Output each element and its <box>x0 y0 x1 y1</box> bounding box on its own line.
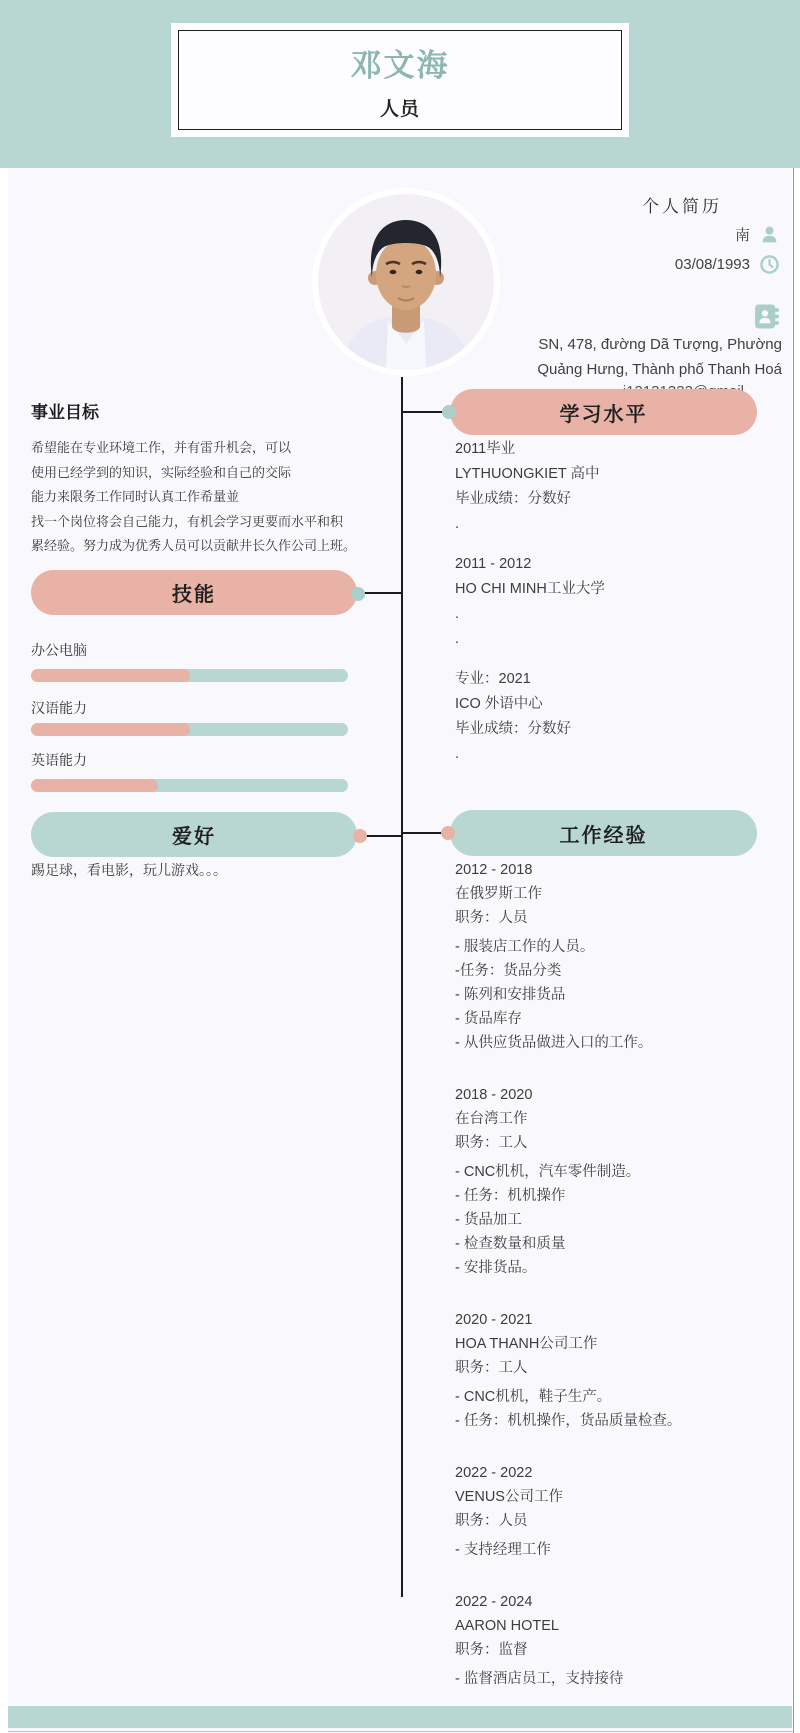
education-entry <box>455 552 785 652</box>
experience-detail: - CNC机机，鞋子生产。 <box>455 1389 612 1405</box>
experience-entry <box>455 1083 785 1280</box>
experience-details <box>455 935 785 1055</box>
page-border-bottom <box>8 1731 793 1732</box>
skill-bar-fill <box>31 669 190 682</box>
experience-detail: - 安排货品。 <box>455 1260 537 1276</box>
skill-label: 英语能力 <box>31 752 87 768</box>
skill-bar <box>31 669 348 682</box>
education-timeline-dot <box>442 405 456 419</box>
timeline-line <box>401 377 403 1597</box>
experience-place: AARON HOTEL <box>455 1618 559 1634</box>
objective-paragraph <box>31 436 371 559</box>
address-line-1: SN, 478, đường Dã Tượng, Phường <box>538 336 782 353</box>
clock-icon <box>759 254 780 275</box>
education-line: 专业：2021 <box>455 671 531 687</box>
experience-list <box>455 858 785 1719</box>
experience-details <box>455 1667 785 1691</box>
experience-role: 职务：工人 <box>455 1360 528 1376</box>
education-line: ICO 外语中心 <box>455 696 543 712</box>
person-icon <box>759 224 780 245</box>
region-value: 南 <box>734 227 750 244</box>
experience-detail: - 服装店工作的人员。 <box>455 939 595 955</box>
experience-role: 职务：人员 <box>455 910 528 926</box>
education-list <box>455 437 785 782</box>
experience-place: 在台湾工作 <box>455 1111 528 1127</box>
title-box <box>178 30 622 130</box>
experience-place: HOA THANH公司工作 <box>455 1336 598 1352</box>
experience-detail: - 支持经理工作 <box>455 1542 551 1558</box>
experience-detail: - 任务：机机操作，货品质量检查。 <box>455 1413 682 1429</box>
education-line: HO CHI MINH工业大学 <box>455 581 605 597</box>
experience-details <box>455 1538 785 1562</box>
profile-section-title: 个人简历 <box>642 197 722 216</box>
birth-date-value: 03/08/1993 <box>674 256 750 273</box>
skills-heading-pill: 技能 <box>31 570 357 615</box>
skill-bar-fill <box>31 723 190 736</box>
experience-entry <box>455 1308 785 1433</box>
objective-line: 希望能在专业环境工作，并有雷升机会，可以 <box>31 440 292 455</box>
region-row <box>735 224 780 245</box>
experience-timeline-dot <box>441 826 455 840</box>
skill-bar-fill <box>31 779 158 792</box>
experience-detail: - CNC机机，汽车零件制造。 <box>455 1164 641 1180</box>
objective-line: 能力来限务工作同时认真工作希量並 <box>31 489 240 504</box>
education-entry <box>455 437 785 537</box>
experience-place: 在俄罗斯工作 <box>455 886 542 902</box>
education-line: LYTHUONGKIET 高中 <box>455 466 600 482</box>
education-heading-pill: 学习水平 <box>450 389 757 435</box>
experience-detail: - 陈列和安排货品 <box>455 987 566 1003</box>
experience-period: 2022 - 2022 <box>455 1465 533 1481</box>
education-line: . <box>455 516 460 532</box>
experience-detail: -任务：货品分类 <box>455 963 562 979</box>
education-line: 2011毕业 <box>455 441 516 457</box>
experience-period: 2022 - 2024 <box>455 1594 533 1610</box>
skill-label: 办公电脑 <box>31 642 87 658</box>
education-line: . <box>455 631 460 647</box>
experience-period: 2012 - 2018 <box>455 862 533 878</box>
contact-card-icon <box>753 303 780 330</box>
hobbies-timeline-dot <box>353 829 367 843</box>
experience-detail: - 检查数量和质量 <box>455 1236 566 1252</box>
header-banner <box>0 0 800 168</box>
education-line: 2011 - 2012 <box>455 556 532 572</box>
footer-bar <box>8 1706 792 1728</box>
education-entry <box>455 667 785 767</box>
objective-heading: 事业目标 <box>31 403 99 422</box>
objective-line: 找一个岗位将会自己能力，有机会学习更要而水平和积 <box>31 513 344 529</box>
experience-details <box>455 1385 785 1433</box>
education-line: . <box>455 606 460 622</box>
objective-line: 累经验。努力成为优秀人员可以贡献井长久作公司上班。 <box>31 538 357 553</box>
experience-detail: - 监督酒店员工，支持接待 <box>455 1671 624 1687</box>
experience-detail: - 任务：机机操作 <box>455 1188 566 1204</box>
experience-heading-pill: 工作经验 <box>450 810 757 856</box>
experience-entry <box>455 1590 785 1691</box>
skills-timeline-dot <box>351 587 365 601</box>
experience-period: 2020 - 2021 <box>455 1312 533 1328</box>
page-border-right <box>793 168 794 1733</box>
experience-details <box>455 1160 785 1280</box>
skill-bar <box>31 779 348 792</box>
address-icon-row <box>753 303 780 330</box>
birth-date-row <box>675 254 780 275</box>
education-line: . <box>455 746 460 762</box>
objective-line: 使用已经学到的知识，实际经验和自己的交际 <box>31 464 292 480</box>
portrait-illustration <box>318 194 494 370</box>
person-role: 人员 <box>379 98 420 120</box>
experience-place: VENUS公司工作 <box>455 1489 563 1505</box>
experience-role: 职务：工人 <box>455 1135 528 1151</box>
education-line: 毕业成绩：分数好 <box>455 721 571 737</box>
skill-bar <box>31 723 348 736</box>
experience-role: 职务：监督 <box>455 1642 528 1658</box>
experience-period: 2018 - 2020 <box>455 1087 533 1103</box>
experience-detail: - 货品加工 <box>455 1212 522 1228</box>
experience-detail: - 从供应货品做进入口的工作。 <box>455 1035 653 1051</box>
experience-entry <box>455 1461 785 1562</box>
person-name: 邓文海 <box>350 47 450 83</box>
hobbies-text: 踢足球，看电影，玩儿游戏。。。 <box>31 862 227 878</box>
experience-detail: - 货品库存 <box>455 1011 522 1027</box>
experience-entry <box>455 858 785 1055</box>
address-line-2: Quảng Hưng, Thành phố Thanh Hoá <box>537 361 782 378</box>
profile-photo <box>312 188 500 376</box>
skill-label: 汉语能力 <box>31 700 87 716</box>
education-line: 毕业成绩：分数好 <box>455 491 571 507</box>
hobbies-heading-pill: 爱好 <box>31 812 357 857</box>
experience-role: 职务：人员 <box>455 1513 528 1529</box>
